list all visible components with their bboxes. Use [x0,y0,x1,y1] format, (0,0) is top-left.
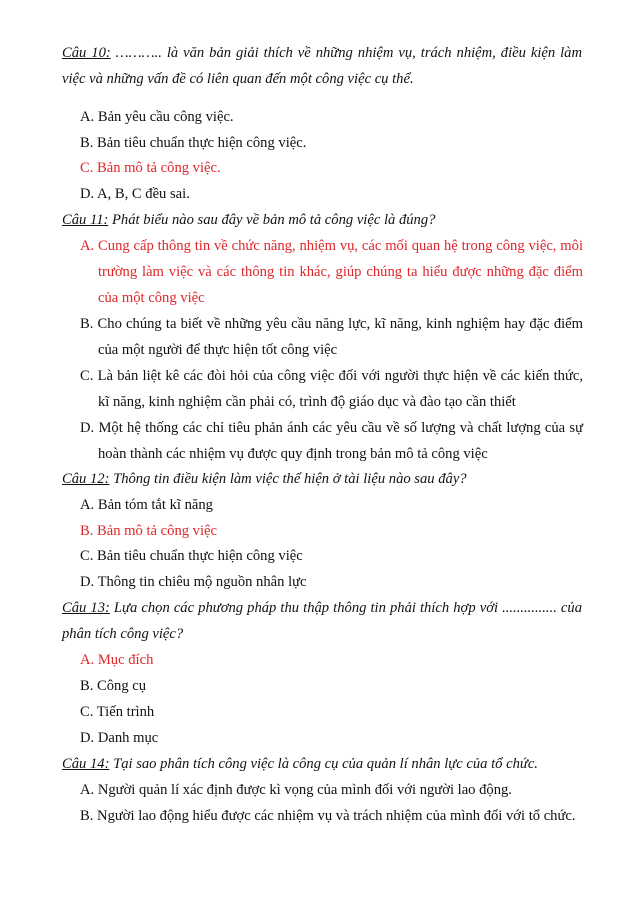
option-b: B. Công cụ [80,678,147,694]
option-b: B. Người lao động hiểu được các nhiệm vụ và trách nhiệm của mình đối với tổ chức. [80,808,576,824]
question-text: ……….. là văn bản giải thích về những nhiệm vụ, trách nhiệm, điều kiện làm việc và những vấn đề có liên quan đến một công việc cụ thể. [62,45,582,87]
option-a: A. Bản tóm tắt kĩ năng [80,497,213,513]
option-d: D. Danh mục [80,730,159,746]
option-c-correct: C. Bản mô tả công việc. [80,160,221,176]
question-12 [62,466,582,492]
question-label: Câu 11: [62,212,109,228]
question-10 [62,40,582,92]
option-d: D. Một hệ thống các chỉ tiêu phản ánh các yêu cầu về số lượng và chất lượng của sự hoàn thành các nhiệm vụ được quy định trong bản mô tả công việc [80,420,583,462]
option-c: C. Là bản liệt kê các đòi hỏi của công việc đối với người thực hiện về các kiến thức, kĩ năng, kinh nghiệm cần phải có, trình độ giáo dục và đào tạo cần thiết [80,368,583,410]
option-c: C. Tiến trình [80,704,155,720]
question-label: Câu 12: [62,471,110,487]
question-label: Câu 10: [62,45,111,61]
option-c: C. Bản tiêu chuẩn thực hiện công việc [80,548,303,564]
option-b-correct: B. Bản mô tả công việc [80,523,217,539]
question-text: Tại sao phân tích công việc là công cụ của quản lí nhân lực của tổ chức. [109,756,538,772]
option-a-correct: A. Cung cấp thông tin về chức năng, nhiệm vụ, các mối quan hệ trong công việc, môi trường làm việc và các thông tin khác, giúp chúng ta hiểu được những đặc điểm của một công việc [80,238,583,306]
question-text: Thông tin điều kiện làm việc thể hiện ở tài liệu nào sau đây? [109,471,467,487]
question-11 [62,207,582,233]
question-13 [62,595,582,647]
question-label: Câu 14: [62,756,110,772]
question-14 [62,751,582,777]
question-label: Câu 13: [62,600,110,616]
question-text: Lựa chọn các phương pháp thu thập thông tin phải thích hợp với ............... của phân tích công việc? [62,600,582,642]
option-a: A. Bản yêu cầu công việc. [80,109,234,125]
option-b: B. Bản tiêu chuẩn thực hiện công việc. [80,135,307,151]
option-a-correct: A. Mục đích [80,652,154,668]
option-d: D. A, B, C đều sai. [80,186,190,202]
question-text: Phát biểu nào sau đây về bản mô tả công việc là đúng? [108,212,436,228]
option-b: B. Cho chúng ta biết về những yêu cầu năng lực, kĩ năng, kinh nghiệm hay đặc điểm của một người để thực hiện tốt công việc [80,316,583,358]
option-d: D. Thông tin chiêu mộ nguồn nhân lực [80,574,307,590]
option-a: A. Người quản lí xác định được kì vọng của mình đối với người lao động. [80,782,512,798]
